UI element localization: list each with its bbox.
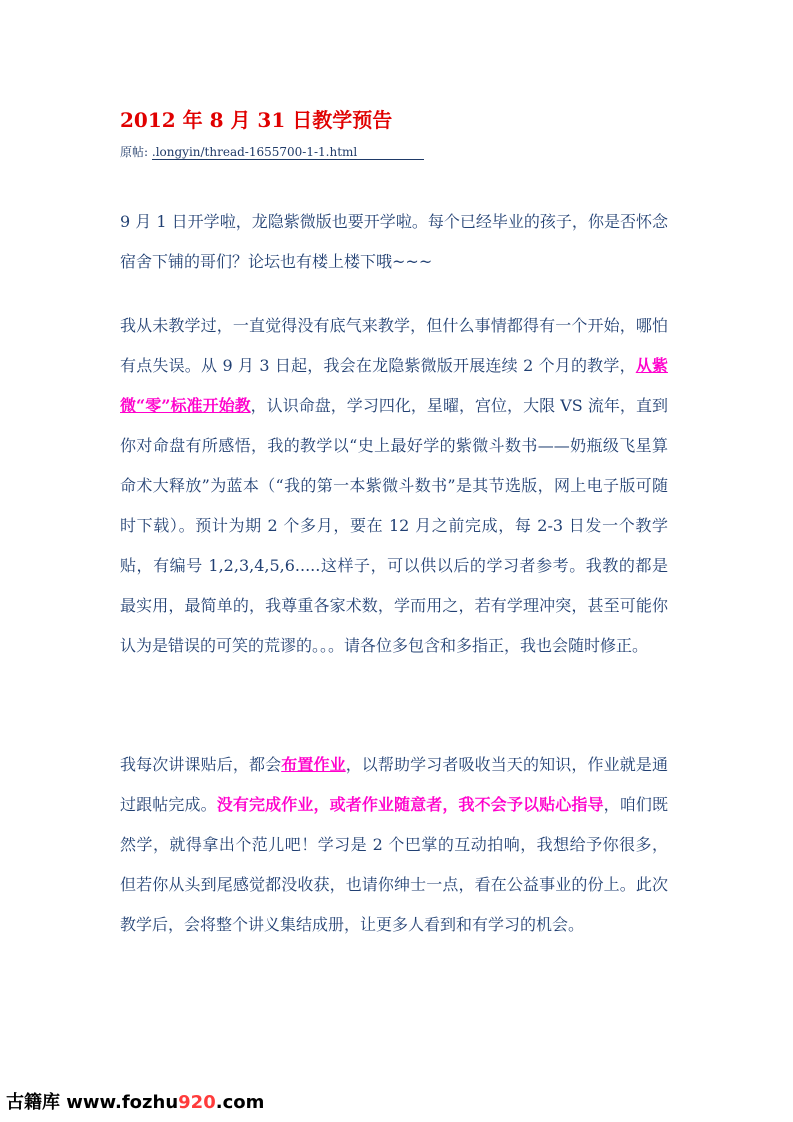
page-title: 2012 年 8 月 31 日教学预告 <box>120 108 393 132</box>
footer-watermark-logo <box>6 1088 264 1114</box>
paragraph-homework-text-b: ，以帮助学习者吸收当天的知识，作业就是通过跟帖完成。 <box>120 755 668 814</box>
highlight-no-guidance: 没有完成作业，或者作业随意者，我不会予以贴心指导 <box>216 795 604 814</box>
highlight-zero-start: 从紫微“零”标准开始教 <box>120 356 668 415</box>
paragraph-plan <box>120 306 668 666</box>
footer-logo-prefix: 古籍库 www.fozhu <box>6 1092 179 1113</box>
paragraph-plan-text-a: 我从未教学过，一直觉得没有底气来教学，但什么事情都得有一个开始，哪怕有点失误。从 9 月 3 日起，我会在龙隐紫微版开展连续 2 个月的教学， <box>120 316 668 375</box>
paragraph-homework-text-c: ，咱们既然学，就得拿出个范儿吧！学习是 2 个巴掌的互动拍响，我想给予你很多，但若你从头到尾感觉都没收获，也请你绅士一点，看在公益事业的份上。此次教学后，会将整个讲义集结成册，让更多人看到和有学习的机会。 <box>120 795 668 934</box>
paragraph-plan-text-b: ，认识命盘，学习四化，星曜，宫位，大限 VS 流年，直到你对命盘有所感悟，我的教学以“史上最好学的紫微斗数书——奶瓶级飞星算命术大释放”为蓝本（“我的第一本紫微斗数书”是其节选版，网上电子版可随时下载）。预计为期 2 个多月，要在 12 月之前完成，每 2-3 日发一个教学贴，有编号 1,2,3,4,5,6.....这样子，可以供以后的学习者参考。我教的都是最实用，最简单的，我尊重各家术数，学而用之，若有学理冲突，甚至可能你认为是错误的可笑的荒谬的。。。请各位多包含和多指正，我也会随时修正。 <box>120 396 668 655</box>
paragraph-intro: 9 月 1 日开学啦，龙隐紫微版也要开学啦。每个已经毕业的孩子，你是否怀念宿舍下铺的哥们？论坛也有楼上楼下哦~~~ <box>120 212 668 271</box>
paragraph-homework-text-a: 我每次讲课贴后，都会 <box>120 755 282 774</box>
paragraph-homework <box>120 745 668 945</box>
source-label: 原帖: <box>120 145 149 159</box>
highlight-assign-homework: 布置作业 <box>281 755 346 774</box>
source-line <box>120 143 424 160</box>
source-link[interactable]: .longyin/thread-1655700-1-1.html <box>152 145 424 160</box>
footer-logo-number: 920 <box>178 1092 216 1113</box>
footer-logo-suffix: .com <box>215 1092 265 1113</box>
